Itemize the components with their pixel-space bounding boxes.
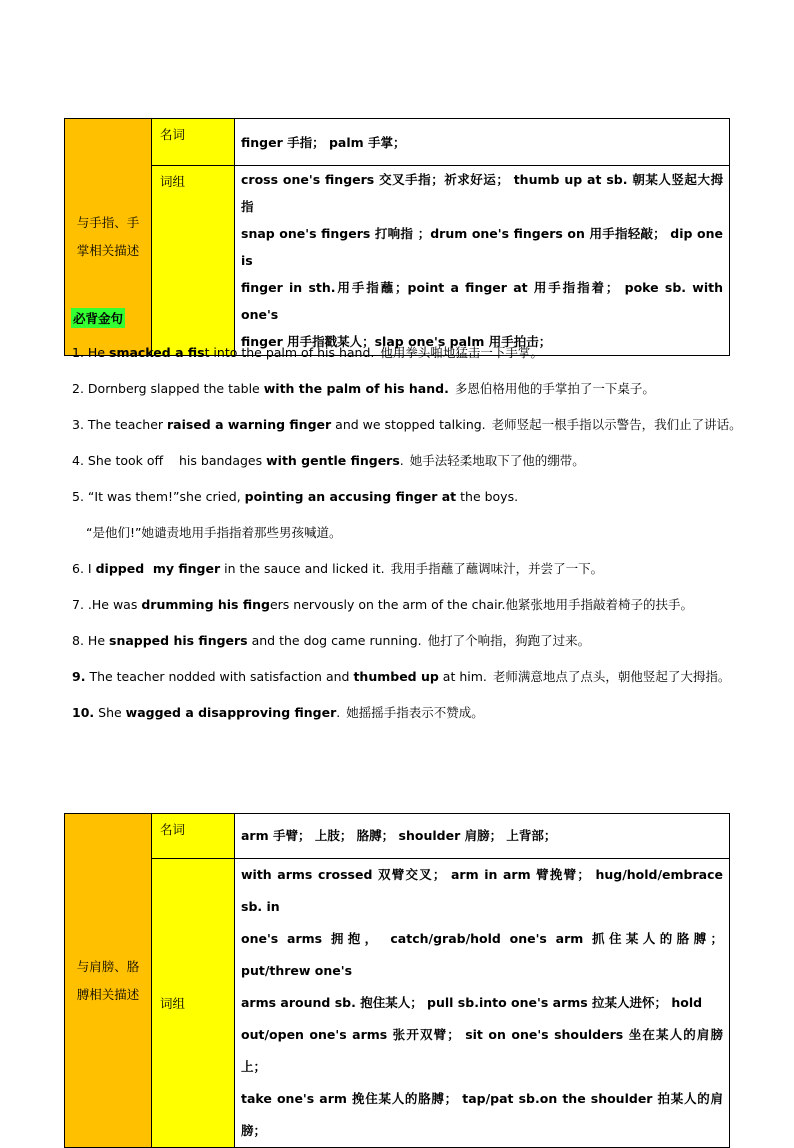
- phrase-line: take one's arm 挽住某人的胳膊； tap/pat sb.on the shoulder 拍某人的肩膀；: [241, 1091, 723, 1138]
- phrase-label: 词组: [152, 166, 235, 356]
- noun-label: 名词: [152, 814, 235, 859]
- phrase-content: [235, 166, 730, 356]
- noun-content: arm 手臂； 上肢； 胳膊； shoulder 肩膀； 上背部；: [235, 814, 730, 859]
- phrase-content: [235, 859, 730, 1148]
- sentence-item: 3. The teacher raised a warning finger and we stopped talking. 老师竖起一根手指以示警告，我们止了讲话。: [72, 417, 742, 432]
- category-line: 掌相关描述: [76, 243, 140, 258]
- phrase-line: finger 用手指戳某人；slap one's palm 用手拍击；: [241, 334, 552, 349]
- sentence-item: 5. “It was them!”she cried, pointing an accusing finger at the boys.: [72, 489, 519, 504]
- phrase-line: arms around sb. 抱住某人； pull sb.into one's arms 拉某人进怀； hold: [241, 995, 703, 1010]
- section-heading: 必背金句: [71, 308, 125, 328]
- category-line: 与手指、手: [76, 215, 140, 230]
- vocab-table-fingers: [64, 118, 730, 356]
- phrase-label: 词组: [152, 859, 235, 1148]
- phrase-line: one's arms 拥抱， catch/grab/hold one's arm 抓住某人的胳膊； put/threw one's: [241, 931, 723, 978]
- sentence-item: “是他们!”她谴责地用手指指着那些男孩喊道。: [86, 525, 342, 540]
- sentence-item: 9. The teacher nodded with satisfaction and thumbed up at him. 老师满意地点了点头，朝他竖起了大拇指。: [72, 669, 731, 684]
- phrase-line: with arms crossed 双臂交叉； arm in arm 臂挽臂； hug/hold/embrace sb. in: [241, 867, 723, 914]
- category-line: 膊相关描述: [76, 986, 140, 1002]
- phrase-line: cross one's fingers 交叉手指；祈求好运； thumb up at sb. 朝某人竖起大拇指: [241, 172, 723, 214]
- vocab-table-arms: [64, 813, 730, 1148]
- phrase-line: snap one's fingers 打响指 ；drum one's fingers on 用手指轻敲； dip one is: [241, 226, 723, 268]
- sentence-item: 7. .He was drumming his fingers nervously on the arm of the chair.他紧张地用手指敲着椅子的扶手。: [72, 597, 694, 612]
- phrase-line: finger in sth.用手指蘸；point a finger at 用手指指着； poke sb. with one's: [241, 280, 723, 322]
- category-cell: [65, 814, 152, 1148]
- sentence-item: 8. He snapped his fingers and the dog came running. 他打了个响指，狗跑了过来。: [72, 633, 591, 648]
- sentence-item: 1. He smacked a fist into the palm of his hand. 他用拳头啪地猛击一下手掌。: [72, 345, 543, 360]
- sentence-item: 6. I dipped my finger in the sauce and licked it. 我用手指蘸了蘸调味汁，并尝了一下。: [72, 561, 604, 576]
- phrase-line: out/open one's arms 张开双臂； sit on one's shoulders 坐在某人的肩膀上；: [241, 1027, 723, 1074]
- noun-content: finger 手指； palm 手掌；: [235, 119, 730, 166]
- sentence-list: [72, 342, 742, 738]
- sentence-item: 4. She took off his bandages with gentle fingers. 她手法轻柔地取下了他的绷带。: [72, 453, 585, 468]
- category-line: 与肩膀、胳: [76, 958, 140, 974]
- noun-label: 名词: [152, 119, 235, 166]
- sentence-item: 2. Dornberg slapped the table with the palm of his hand. 多恩伯格用他的手掌拍了一下桌子。: [72, 381, 655, 396]
- sentence-item: 10. She wagged a disapproving finger. 她摇摇手指表示不赞成。: [72, 705, 484, 720]
